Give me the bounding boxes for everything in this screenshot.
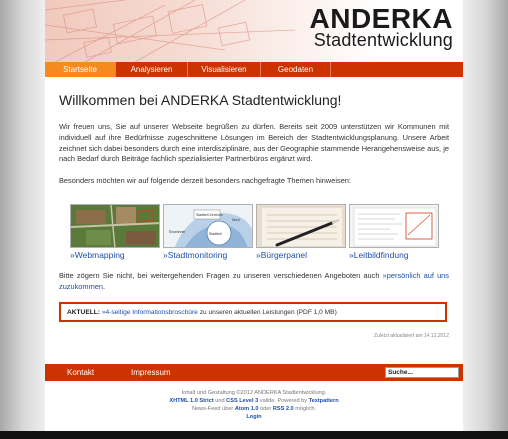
main-content: [59, 92, 449, 339]
page-title: Willkommen bei ANDERKA Stadtentwicklung!: [59, 92, 342, 108]
topic-thumbnails: [70, 204, 440, 262]
notice-box: [59, 302, 447, 322]
topics-lead: Besonders möchten wir auf folgende derzeit besonders nachgefragte Themen hinweisen:: [59, 176, 351, 186]
footer-text: valide. Powered by: [259, 398, 308, 404]
logo-title[interactable]: ANDERKA: [309, 3, 453, 34]
monitoring-map-icon: [164, 205, 253, 248]
rss-link[interactable]: RSS 2.0: [272, 406, 294, 412]
webmapping-image[interactable]: [70, 204, 160, 248]
buergerpanel-image[interactable]: [256, 204, 346, 248]
footer-text: und: [215, 398, 225, 404]
intro-text: Wir freuen uns, Sie auf unserer Webseite begrüßen zu dürfen. Bereits seit 2009 unterstützen wir Kommunen mit individuell auf ihre Bedürfnisse zugeschnittene Lösungen im Bereich der Stadtentwicklungsplanung. Unsere Arbeit zeichnet sich dabei besonders durch eine interdisziplinäre, aus der Geographie stammende Herangehensweise aus, je nach Bedarf durch Beiträge fachlich spezialisierter Partnerbüros ergänzt wird.: [59, 122, 449, 164]
textpattern-link[interactable]: Textpattern: [308, 398, 339, 404]
footer-link-kontakt[interactable]: Kontakt: [67, 368, 95, 377]
last-updated: Zuletzt aktualisiert am 14.12.2012: [373, 333, 449, 339]
thumb-label: Einwohner: [169, 230, 186, 234]
main-nav: [45, 62, 463, 77]
leitbildfindung-image[interactable]: [349, 204, 439, 248]
closing-text: [59, 270, 449, 292]
css-link[interactable]: CSS Level 3: [226, 398, 259, 404]
aerial-photo-icon: [71, 205, 160, 248]
closing-sentence: Bitte zögern Sie nicht, bei weitergehenden Fragen zu unseren verschiedenen Angeboten auch: [59, 271, 380, 280]
pen-paper-icon: [257, 205, 346, 248]
nav-item-analysieren[interactable]: Analysieren: [116, 62, 188, 77]
footer-text: News-Feed über: [191, 406, 234, 412]
topic-buergerpanel[interactable]: [256, 204, 346, 261]
brochure-link[interactable]: »4-seitige Informationsbroschüre: [101, 309, 198, 316]
notice-label: AKTUELL:: [67, 309, 100, 316]
notice-text: zu unseren aktuellen Leistungen (PDF 1,0 MB): [199, 309, 337, 316]
stadtmonitoring-image[interactable]: [163, 204, 253, 248]
nav-item-startseite[interactable]: Startseite: [45, 62, 116, 77]
login-link[interactable]: Login: [246, 414, 262, 420]
footer-copyright: Inhalt und Gestaltung ©2012 ANDERKA Stadtentwicklung.: [181, 390, 327, 396]
page: [45, 0, 463, 431]
footer-link-impressum[interactable]: Impressum: [131, 368, 171, 377]
leitbildfindung-link[interactable]: »Leitbildfindung: [349, 250, 409, 260]
atom-link[interactable]: Atom 1.0: [234, 406, 259, 412]
xhtml-link[interactable]: XHTML 1.0 Strict: [169, 398, 214, 404]
topic-webmapping[interactable]: [70, 204, 160, 261]
closing-end: .: [102, 282, 106, 291]
logo-subtitle[interactable]: Stadtentwicklung: [313, 30, 453, 50]
footer-feeds: [45, 405, 463, 413]
webmapping-link[interactable]: »Webmapping: [70, 250, 125, 260]
footer-nav: [45, 364, 463, 381]
stadtmonitoring-link[interactable]: »Stadtmonitoring: [163, 250, 228, 260]
thumb-label: Stadtteil: [209, 232, 222, 236]
header: [45, 0, 463, 62]
topic-stadtmonitoring[interactable]: [163, 204, 253, 261]
header-map-graphic: [45, 0, 305, 62]
footer-validation: [45, 397, 463, 405]
contact-link[interactable]: »persönlich auf uns zuzukommen: [59, 271, 449, 291]
bottom-bar: [0, 431, 508, 439]
footer-text: möglich.: [295, 406, 317, 412]
footer-text: oder: [260, 406, 272, 412]
nav-item-geodaten[interactable]: Geodaten: [261, 62, 331, 77]
site-footer: [45, 389, 463, 421]
thumb-label: Stadtteil Zentrum: [196, 213, 223, 217]
nav-item-visualisieren[interactable]: Visualisieren: [188, 62, 261, 77]
document-icon: [350, 205, 439, 248]
search-input[interactable]: [385, 367, 459, 378]
thumb-label: Nord: [232, 218, 240, 222]
topic-leitbildfindung[interactable]: [349, 204, 439, 261]
buergerpanel-link[interactable]: »Bürgerpanel: [256, 250, 308, 260]
